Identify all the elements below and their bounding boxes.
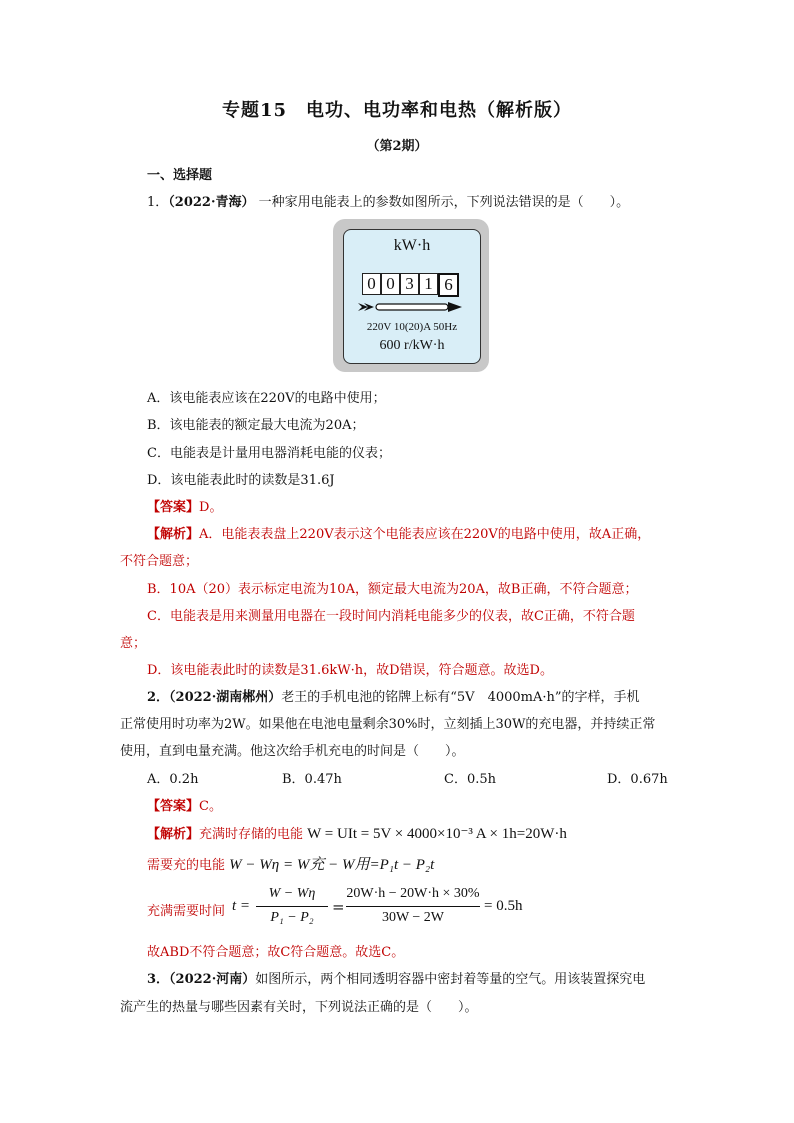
q2-frac1-den: P₁ − P₂ xyxy=(270,910,314,925)
q1-analysis-line: D．该电能表此时的读数是31.6kW·h，故D错误，符合题意。故选D。 xyxy=(147,663,553,678)
meter-digits xyxy=(362,273,459,295)
q2-stem xyxy=(147,686,640,705)
meter-digit: 0 xyxy=(362,273,381,295)
section-heading: 一、选择题 xyxy=(147,168,213,183)
q1-answer xyxy=(147,496,222,515)
q2-analysis-text: 充满时存储的电能 xyxy=(199,827,304,842)
q2-option-b: B．0.47h xyxy=(282,772,342,787)
q2-answer-value: C。 xyxy=(199,799,222,814)
q2-source: 2．（2022·湖南郴州） xyxy=(147,690,282,705)
meter-digit: 1 xyxy=(419,273,438,295)
q1-analysis-line: C．电能表是用来测量用电器在一段时间内消耗电能多少的仪表，故C正确，不符合题 xyxy=(147,609,635,624)
q2-formula-3-lhs: t = xyxy=(232,898,251,914)
q1-stem: 1．（2022·青海） 一种家用电能表上的参数如图所示，下列说法错误的是（ ）。 xyxy=(147,195,630,210)
meter-digit: 0 xyxy=(381,273,400,295)
q2-frac1-line xyxy=(256,906,328,907)
q2-formula-1: W = UIt = 5V × 4000×10⁻³ A × 1h=20W·h xyxy=(307,826,567,842)
q2-result: = 0.5h xyxy=(484,898,523,914)
q2-option-c: C．0.5h xyxy=(444,772,496,787)
meter-specs: 220V 10(20)A 50Hz xyxy=(366,321,458,333)
q2-option-a: A．0.2h xyxy=(147,772,199,787)
page-subtitle: （第2期） xyxy=(366,139,428,154)
q2-analysis-label: 【解析】 xyxy=(147,827,200,842)
q2-option-d: D．0.67h xyxy=(607,772,668,787)
q2-answer xyxy=(147,795,222,814)
q2-analysis-line2 xyxy=(147,853,434,874)
meter-digit-decimal: 6 xyxy=(438,273,459,297)
energy-meter-figure xyxy=(333,219,489,372)
q1-analysis-line xyxy=(147,523,650,542)
q1-analysis-line: B．10A（20）表示标定电流为10A，额定最大电流为20A，故B正确，不符合题意； xyxy=(147,582,638,597)
q1-answer-value: D。 xyxy=(199,500,223,515)
q3-stem xyxy=(147,968,645,987)
q1-analysis-line: 不符合题意； xyxy=(120,554,199,569)
q1-option-a: A．该电能表应该在220V的电路中使用； xyxy=(147,391,386,406)
q2-analysis-text: 需要充的电能 xyxy=(147,858,226,873)
q1-stem-text: 一种家用电能表上的参数如图所示，下列说法错误的是（ ）。 xyxy=(258,195,630,210)
q1-option-b: B．该电能表的额定最大电流为20A； xyxy=(147,418,365,433)
q2-analysis-line1 xyxy=(147,823,567,843)
q2-conclusion: 故ABD不符合题意；故C符合题意。故选C。 xyxy=(147,945,405,960)
meter-digit: 3 xyxy=(400,273,419,295)
q2-stem-line: 正常使用时功率为2W。如果他在电池电量剩余30%时，立刻插上30W的充电器，并持续正常 xyxy=(120,717,656,732)
q2-frac2-den: 30W − 2W xyxy=(381,910,445,925)
q1-answer-label: 【答案】 xyxy=(147,500,200,515)
q2-frac2-num: 20W·h − 20W·h × 30% xyxy=(346,886,480,901)
q3-stem-line: 流产生的热量与哪些因素有关时，下列说法正确的是（ ）。 xyxy=(120,1000,478,1015)
q2-stem-text: 老王的手机电池的铭牌上标有“5V 4000mA·h”的字样，手机 xyxy=(281,690,640,705)
q1-option-c: C．电能表是计量用电器消耗电能的仪表； xyxy=(147,446,391,461)
q2-equals: = xyxy=(332,898,345,916)
meter-unit: kW·h xyxy=(393,237,431,254)
meter-arrow-icon xyxy=(358,300,468,314)
q2-frac2-line xyxy=(346,906,480,907)
q1-source: （2022·青海） xyxy=(168,195,255,210)
q2-frac1-num: W − Wη xyxy=(268,886,316,901)
q3-stem-text: 如图所示，两个相同透明容器中密封着等量的空气。用该装置探究电 xyxy=(255,972,646,987)
energy-meter-face xyxy=(343,229,481,364)
meter-rate: 600 r/kW·h xyxy=(379,338,445,353)
q2-formula-2: W − Wη = W充 − W用=P₁t − P₂t xyxy=(229,857,435,873)
q1-option-d: D．该电能表此时的读数是31.6J xyxy=(147,473,335,488)
q1-analysis-line: 意； xyxy=(120,636,147,651)
q2-analysis-line3-label: 充满需要时间 xyxy=(147,904,226,919)
q2-stem-line: 使用，直到电量充满。他这次给手机充电的时间是（ ）。 xyxy=(120,744,465,759)
q1-analysis-label: 【解析】 xyxy=(147,527,200,542)
q2-answer-label: 【答案】 xyxy=(147,799,200,814)
q3-source: 3．（2022·河南） xyxy=(147,972,256,987)
q1-analysis-text: A．电能表表盘上220V表示这个电能表应该在220V的电路中使用，故A正确， xyxy=(199,527,651,542)
page-title: 专题15 电功、电功率和电热（解析版） xyxy=(221,100,573,121)
